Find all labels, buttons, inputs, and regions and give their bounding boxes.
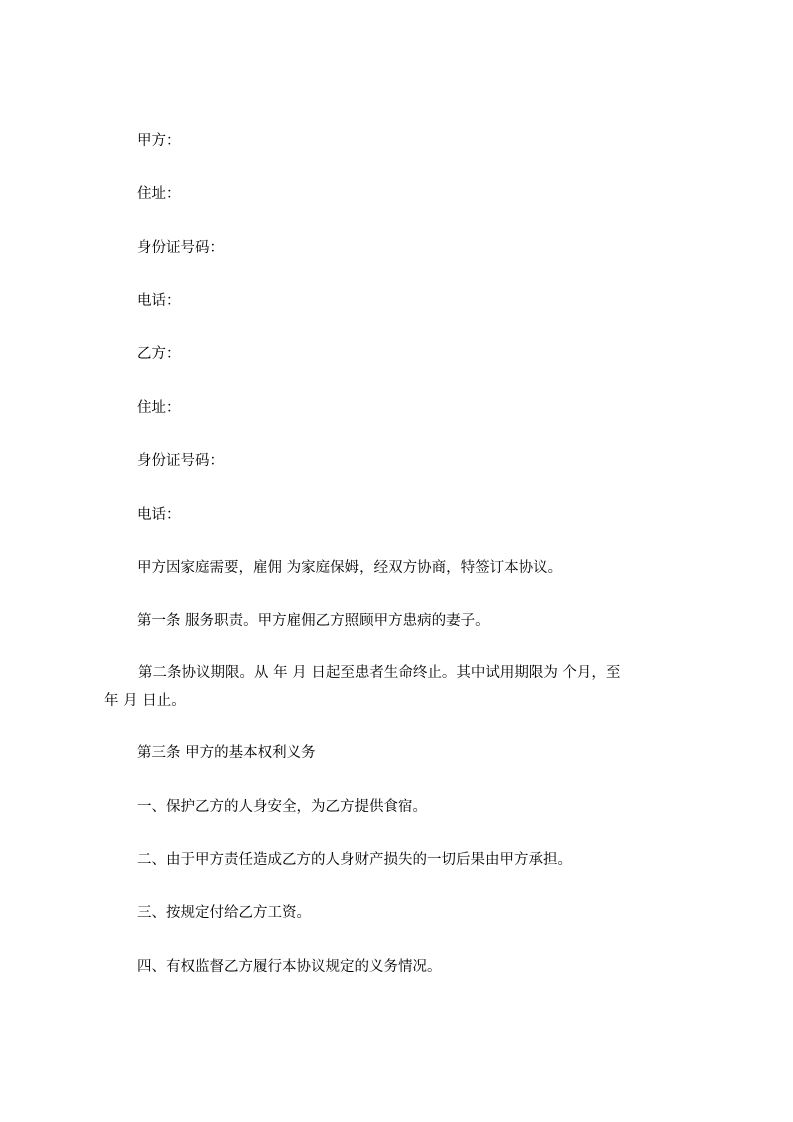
- article-3-item-2: 二、由于甲方责任造成乙方的人身财产损失的一切后果由甲方承担。: [137, 852, 572, 868]
- party-b-label: 乙方：: [137, 346, 181, 362]
- party-b-phone: 电话：: [137, 507, 181, 523]
- party-b-address: 住址：: [137, 400, 181, 416]
- article-2-line-2: 年 月 日止。: [104, 693, 186, 709]
- party-a-label: 甲方：: [137, 133, 181, 149]
- intro-paragraph: 甲方因家庭需要，雇佣 为家庭保姆，经双方协商，特签订本协议。: [137, 560, 563, 576]
- party-a-phone: 电话：: [137, 293, 181, 309]
- party-a-address: 住址：: [137, 186, 181, 202]
- article-3-item-3: 三、按规定付给乙方工资。: [137, 905, 311, 921]
- article-2-line-1: 第二条协议期限。从 年 月 日起至患者生命终止。其中试用期限为 个月，至: [138, 665, 621, 681]
- party-a-id-number: 身份证号码：: [137, 240, 224, 256]
- article-3-title: 第三条 甲方的基本权利义务: [137, 745, 316, 761]
- article-2: [104, 659, 704, 715]
- article-3-item-4: 四、有权监督乙方履行本协议规定的义务情况。: [137, 959, 442, 975]
- party-b-id-number: 身份证号码：: [137, 453, 224, 469]
- article-3-item-1: 一、保护乙方的人身安全，为乙方提供食宿。: [137, 799, 427, 815]
- article-1: 第一条 服务职责。甲方雇佣乙方照顾甲方患病的妻子。: [137, 613, 490, 629]
